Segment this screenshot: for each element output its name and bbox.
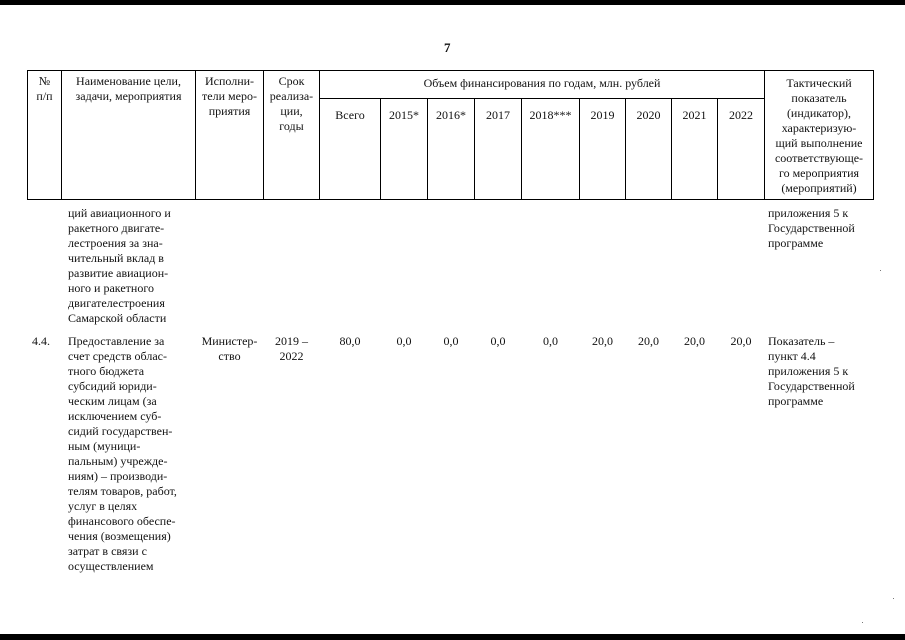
row-value-2016: 0,0	[443, 334, 459, 348]
header-year-2016: 2016*	[436, 108, 466, 122]
scan-speck	[880, 270, 881, 271]
row-value-2022: 20,0	[730, 334, 752, 348]
row-value-total: 80,0	[339, 334, 361, 348]
table-header-bottom-line	[27, 199, 874, 200]
row-value-2017: 0,0	[490, 334, 506, 348]
row-value-2020: 20,0	[638, 334, 659, 348]
header-year-2020: 2020	[636, 108, 661, 122]
header-indicator: Тактический показатель (индикатор), характеризую- щий выполнение соответствующе- го мероприятия (мероприятий)	[774, 76, 864, 195]
header-year-2017: 2017	[486, 108, 510, 122]
header-year-2019: 2019	[590, 108, 615, 122]
row-value-2018: 0,0	[543, 334, 558, 348]
table-top-line	[27, 70, 874, 71]
table-border-right	[873, 70, 874, 200]
row-term: 2019 – 2022	[275, 334, 308, 363]
scan-top-border	[0, 0, 905, 5]
row-value-2021: 20,0	[684, 334, 705, 348]
header-executor: Исполни- тели меро- приятия	[202, 74, 257, 118]
header-year-2018: 2018***	[529, 108, 572, 122]
header-year-total: Всего	[335, 108, 365, 122]
row-indicator: Показатель – пункт 4.4 приложения 5 к Государственной программе	[768, 334, 855, 408]
scan-bottom-border	[0, 634, 905, 640]
page-number: 7	[444, 40, 451, 55]
header-year-2015: 2015*	[389, 108, 419, 122]
row-name: Предоставление за счет средств облас- тного бюджета субсидий юриди- ческим лицам (за исключением суб- сидий государствен- ным (муници- пальным) учрежде- ниям) – производи- телям товаров, работ, услуг в целях финансового обеспе- чения (возмещения) затрат в связи с осуществлением	[68, 334, 177, 573]
scan-speck	[862, 622, 863, 623]
header-number: № п/п	[36, 74, 53, 103]
row-number: 4.4.	[32, 334, 50, 348]
row-value-2019: 20,0	[592, 334, 613, 348]
row-executor: Министер- ство	[201, 334, 258, 363]
header-term: Срок реализа- ции, годы	[269, 74, 314, 133]
header-funding: Объем финансирования по годам, млн. рублей	[423, 76, 661, 90]
header-name: Наименование цели, задачи, мероприятия	[75, 74, 182, 103]
header-year-2022: 2022	[729, 108, 753, 122]
scan-speck	[893, 598, 894, 599]
table-subheader-line	[319, 98, 764, 99]
continuation-indicator: приложения 5 к Государственной программе	[768, 206, 855, 250]
row-value-2015: 0,0	[396, 334, 412, 348]
header-year-2021: 2021	[682, 108, 707, 122]
continuation-name: ций авиационного и ракетного двигате- лестроения за зна- чительный вклад в развитие авиацион- ного и ракетного двигателестроения Самарской области	[68, 206, 171, 325]
